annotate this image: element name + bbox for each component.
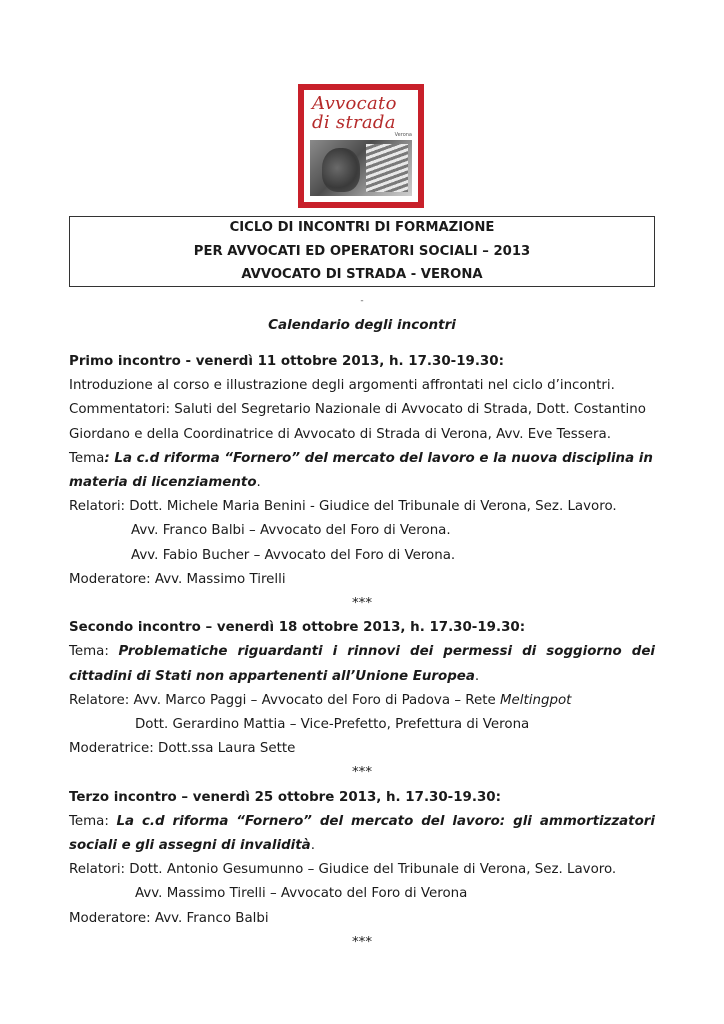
logo-small-text: Verona xyxy=(394,132,412,138)
incontro-3-relatore-2: Avv. Massimo Tirelli – Avvocato del Foro di Verona xyxy=(135,886,468,902)
logo-line-1: Avvocato xyxy=(312,93,397,114)
logo-inner xyxy=(304,90,418,202)
incontro-1-relatore-2: Avv. Franco Balbi – Avvocato del Foro di Verona. xyxy=(131,523,451,539)
incontro-1-commentatori-b: Giordano e della Coordinatrice di Avvocato di Strada di Verona, Avv. Eve Tessera. xyxy=(69,426,611,442)
incontro-3-heading: Terzo incontro – venerdì 25 ottobre 2013, h. 17.30-19.30: xyxy=(69,789,501,805)
separator-2: *** xyxy=(351,765,373,781)
tema-end: . xyxy=(474,668,480,684)
logo-line-2: di strada xyxy=(312,112,396,133)
incontro-1-intro: Introduzione al corso e illustrazione degli argomenti affrontati nel ciclo d’incontri. xyxy=(69,378,615,394)
avvocato-di-strada-logo xyxy=(298,84,424,208)
tema-text-cont: cittadini di Stati non appartenenti all’Unione Europea xyxy=(69,668,475,684)
logo-wordmark xyxy=(312,94,397,132)
tema-text: Problematiche riguardanti i rinnovi dei permessi di soggiorno dei xyxy=(118,644,655,660)
incontro-2-heading: Secondo incontro – venerdì 18 ottobre 2013, h. 17.30-19.30: xyxy=(69,620,526,636)
incontro-1-commentatori-a: Commentatori: Saluti del Segretario Nazionale di Avvocato di Strada, Dott. Costantino xyxy=(69,402,646,418)
tema-text: : La c.d riforma “Fornero” del mercato del lavoro e la nuova disciplina in xyxy=(104,450,653,466)
logo-photo-bars xyxy=(366,144,408,192)
incontro-1-tema-a xyxy=(69,447,655,471)
tema-label: Tema: xyxy=(69,813,117,829)
dash-mark: - xyxy=(360,296,364,306)
incontro-3-tema-a xyxy=(69,810,655,834)
separator-3: *** xyxy=(351,934,373,950)
tema-text-cont: materia di licenziamento xyxy=(69,475,257,491)
incontro-2-relatore-2: Dott. Gerardino Mattia – Vice-Prefetto, Prefettura di Verona xyxy=(135,717,530,733)
calendar-title: Calendario degli incontri xyxy=(268,317,456,333)
incontro-3-tema-b xyxy=(69,834,655,858)
incontro-2-tema-b xyxy=(69,665,655,689)
document-body xyxy=(69,350,655,955)
logo-photo-face xyxy=(322,148,360,192)
incontro-1-heading: Primo incontro - venerdì 11 ottobre 2013, h. 17.30-19.30: xyxy=(69,354,504,369)
incontro-2-tema-a xyxy=(69,640,655,664)
title-line-2: PER AVVOCATI ED OPERATORI SOCIALI – 2013 xyxy=(193,243,531,259)
incontro-2-moderatrice: Moderatrice: Dott.ssa Laura Sette xyxy=(69,741,296,757)
incontro-1-tema-b xyxy=(69,471,655,495)
incontro-1-moderatore: Moderatore: Avv. Massimo Tirelli xyxy=(69,571,286,587)
tema-label: Tema xyxy=(69,450,105,466)
logo-photo xyxy=(310,140,412,196)
incontro-2-relatore-1 xyxy=(69,689,655,713)
tema-end: . xyxy=(310,838,315,854)
meltingpot-name: Meltingpot xyxy=(499,692,572,708)
tema-text: La c.d riforma “Fornero” del mercato del lavoro: gli ammortizzatori xyxy=(116,813,655,829)
title-line-3: AVVOCATO DI STRADA - VERONA xyxy=(241,267,483,283)
separator-1: *** xyxy=(351,596,373,612)
title-line-1: CICLO DI INCONTRI DI FORMAZIONE xyxy=(229,220,495,236)
incontro-1-relatore-3: Avv. Fabio Bucher – Avvocato del Foro di Verona. xyxy=(131,547,456,563)
incontro-3-moderatore: Moderatore: Avv. Franco Balbi xyxy=(69,910,269,926)
incontro-3-relatore-1: Relatori: Dott. Antonio Gesumunno – Giudice del Tribunale di Verona, Sez. Lavoro. xyxy=(69,862,617,878)
tema-text-cont: sociali e gli assegni di invalidità xyxy=(69,838,311,854)
tema-end: . xyxy=(256,475,261,491)
title-box xyxy=(69,216,655,287)
tema-label: Tema: xyxy=(69,644,119,660)
relatore-text: Relatore: Avv. Marco Paggi – Avvocato del Foro di Padova – Rete xyxy=(69,692,500,708)
incontro-1-relatore-1: Relatori: Dott. Michele Maria Benini - Giudice del Tribunale di Verona, Sez. Lavoro. xyxy=(69,499,617,515)
